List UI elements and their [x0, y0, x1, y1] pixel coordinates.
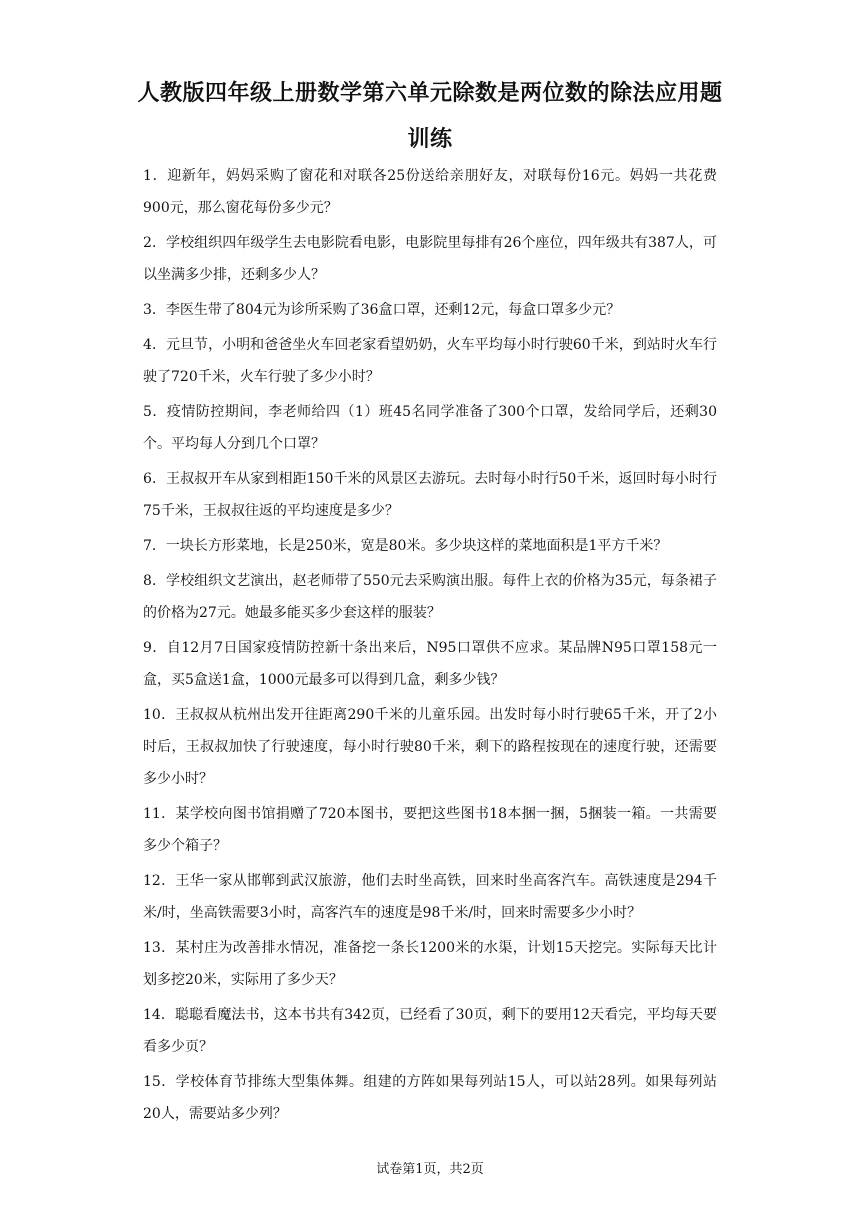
question-item: 12．王华一家从邯郸到武汉旅游，他们去时坐高铁，回来时坐高客汽车。高铁速度是294千米/时，坐高铁需要3小时，高客汽车的速度是98千米/时，回来时需要多少小时？: [143, 873, 717, 921]
question-item: 1．迎新年，妈妈采购了窗花和对联各25份送给亲朋好友，对联每份16元。妈妈一共花费900元，那么窗花每份多少元？: [143, 168, 717, 216]
question-item: 15．学校体育节排练大型集体舞。组建的方阵如果每列站15人，可以站28列。如果每列站20人，需要站多少列？: [143, 1074, 717, 1122]
question-item: 3．李医生带了804元为诊所采购了36盒口罩，还剩12元，每盒口罩多少元？: [143, 302, 621, 318]
question-item: 5．疫情防控期间，李老师给四（1）班45名同学准备了300个口罩，发给同学后，还剩30个。平均每人分到几个口罩？: [143, 404, 717, 452]
question-item: 2．学校组织四年级学生去电影院看电影，电影院里每排有26个座位，四年级共有387人，可以坐满多少排，还剩多少人？: [143, 235, 717, 283]
page-title-continued: 训练: [407, 127, 453, 152]
question-item: 4．元旦节，小明和爸爸坐火车回老家看望奶奶，火车平均每小时行驶60千米，到站时火车行驶了720千米，火车行驶了多少小时？: [143, 337, 717, 385]
question-item: 9．自12月7日国家疫情防控新十条出来后，N95口罩供不应求。某品牌N95口罩158元一盒，买5盒送1盒，1000元最多可以得到几盒，剩多少钱？: [143, 640, 717, 688]
question-list: [143, 160, 717, 1133]
question-item: 13．某村庄为改善排水情况，准备挖一条长1200米的水渠，计划15天挖完。实际每天比计划多挖20米，实际用了多少天？: [143, 940, 717, 988]
question-item: 14．聪聪看魔法书，这本书共有342页，已经看了30页，剩下的要用12天看完，平均每天要看多少页？: [143, 1007, 717, 1055]
question-item: 7．一块长方形菜地，长是250米，宽是80米。多少块这样的菜地面积是1平方千米？: [143, 538, 668, 554]
question-item: 8．学校组织文艺演出，赵老师带了550元去采购演出服。每件上衣的价格为35元，每条裙子的价格为27元。她最多能买多少套这样的服装？: [143, 573, 717, 621]
question-item: 10．王叔叔从杭州出发开往距离290千米的儿童乐园。出发时每小时行驶65千米，开了2小时后，王叔叔加快了行驶速度，每小时行驶80千米，剩下的路程按现在的速度行驶，还需要多少小时？: [143, 707, 717, 787]
question-item: 6．王叔叔开车从家到相距150千米的风景区去游玩。去时每小时行50千米，返回时每小时行75千米，王叔叔往返的平均速度是多少？: [143, 471, 717, 519]
question-item: 11．某学校向图书馆捐赠了720本图书，要把这些图书18本捆一捆，5捆装一箱。一共需要多少个箱子？: [143, 806, 717, 854]
page-title: 人教版四年级上册数学第六单元除数是两位数的除法应用题: [137, 81, 723, 106]
page-footer: 试卷第1页，共2页: [376, 1162, 484, 1177]
